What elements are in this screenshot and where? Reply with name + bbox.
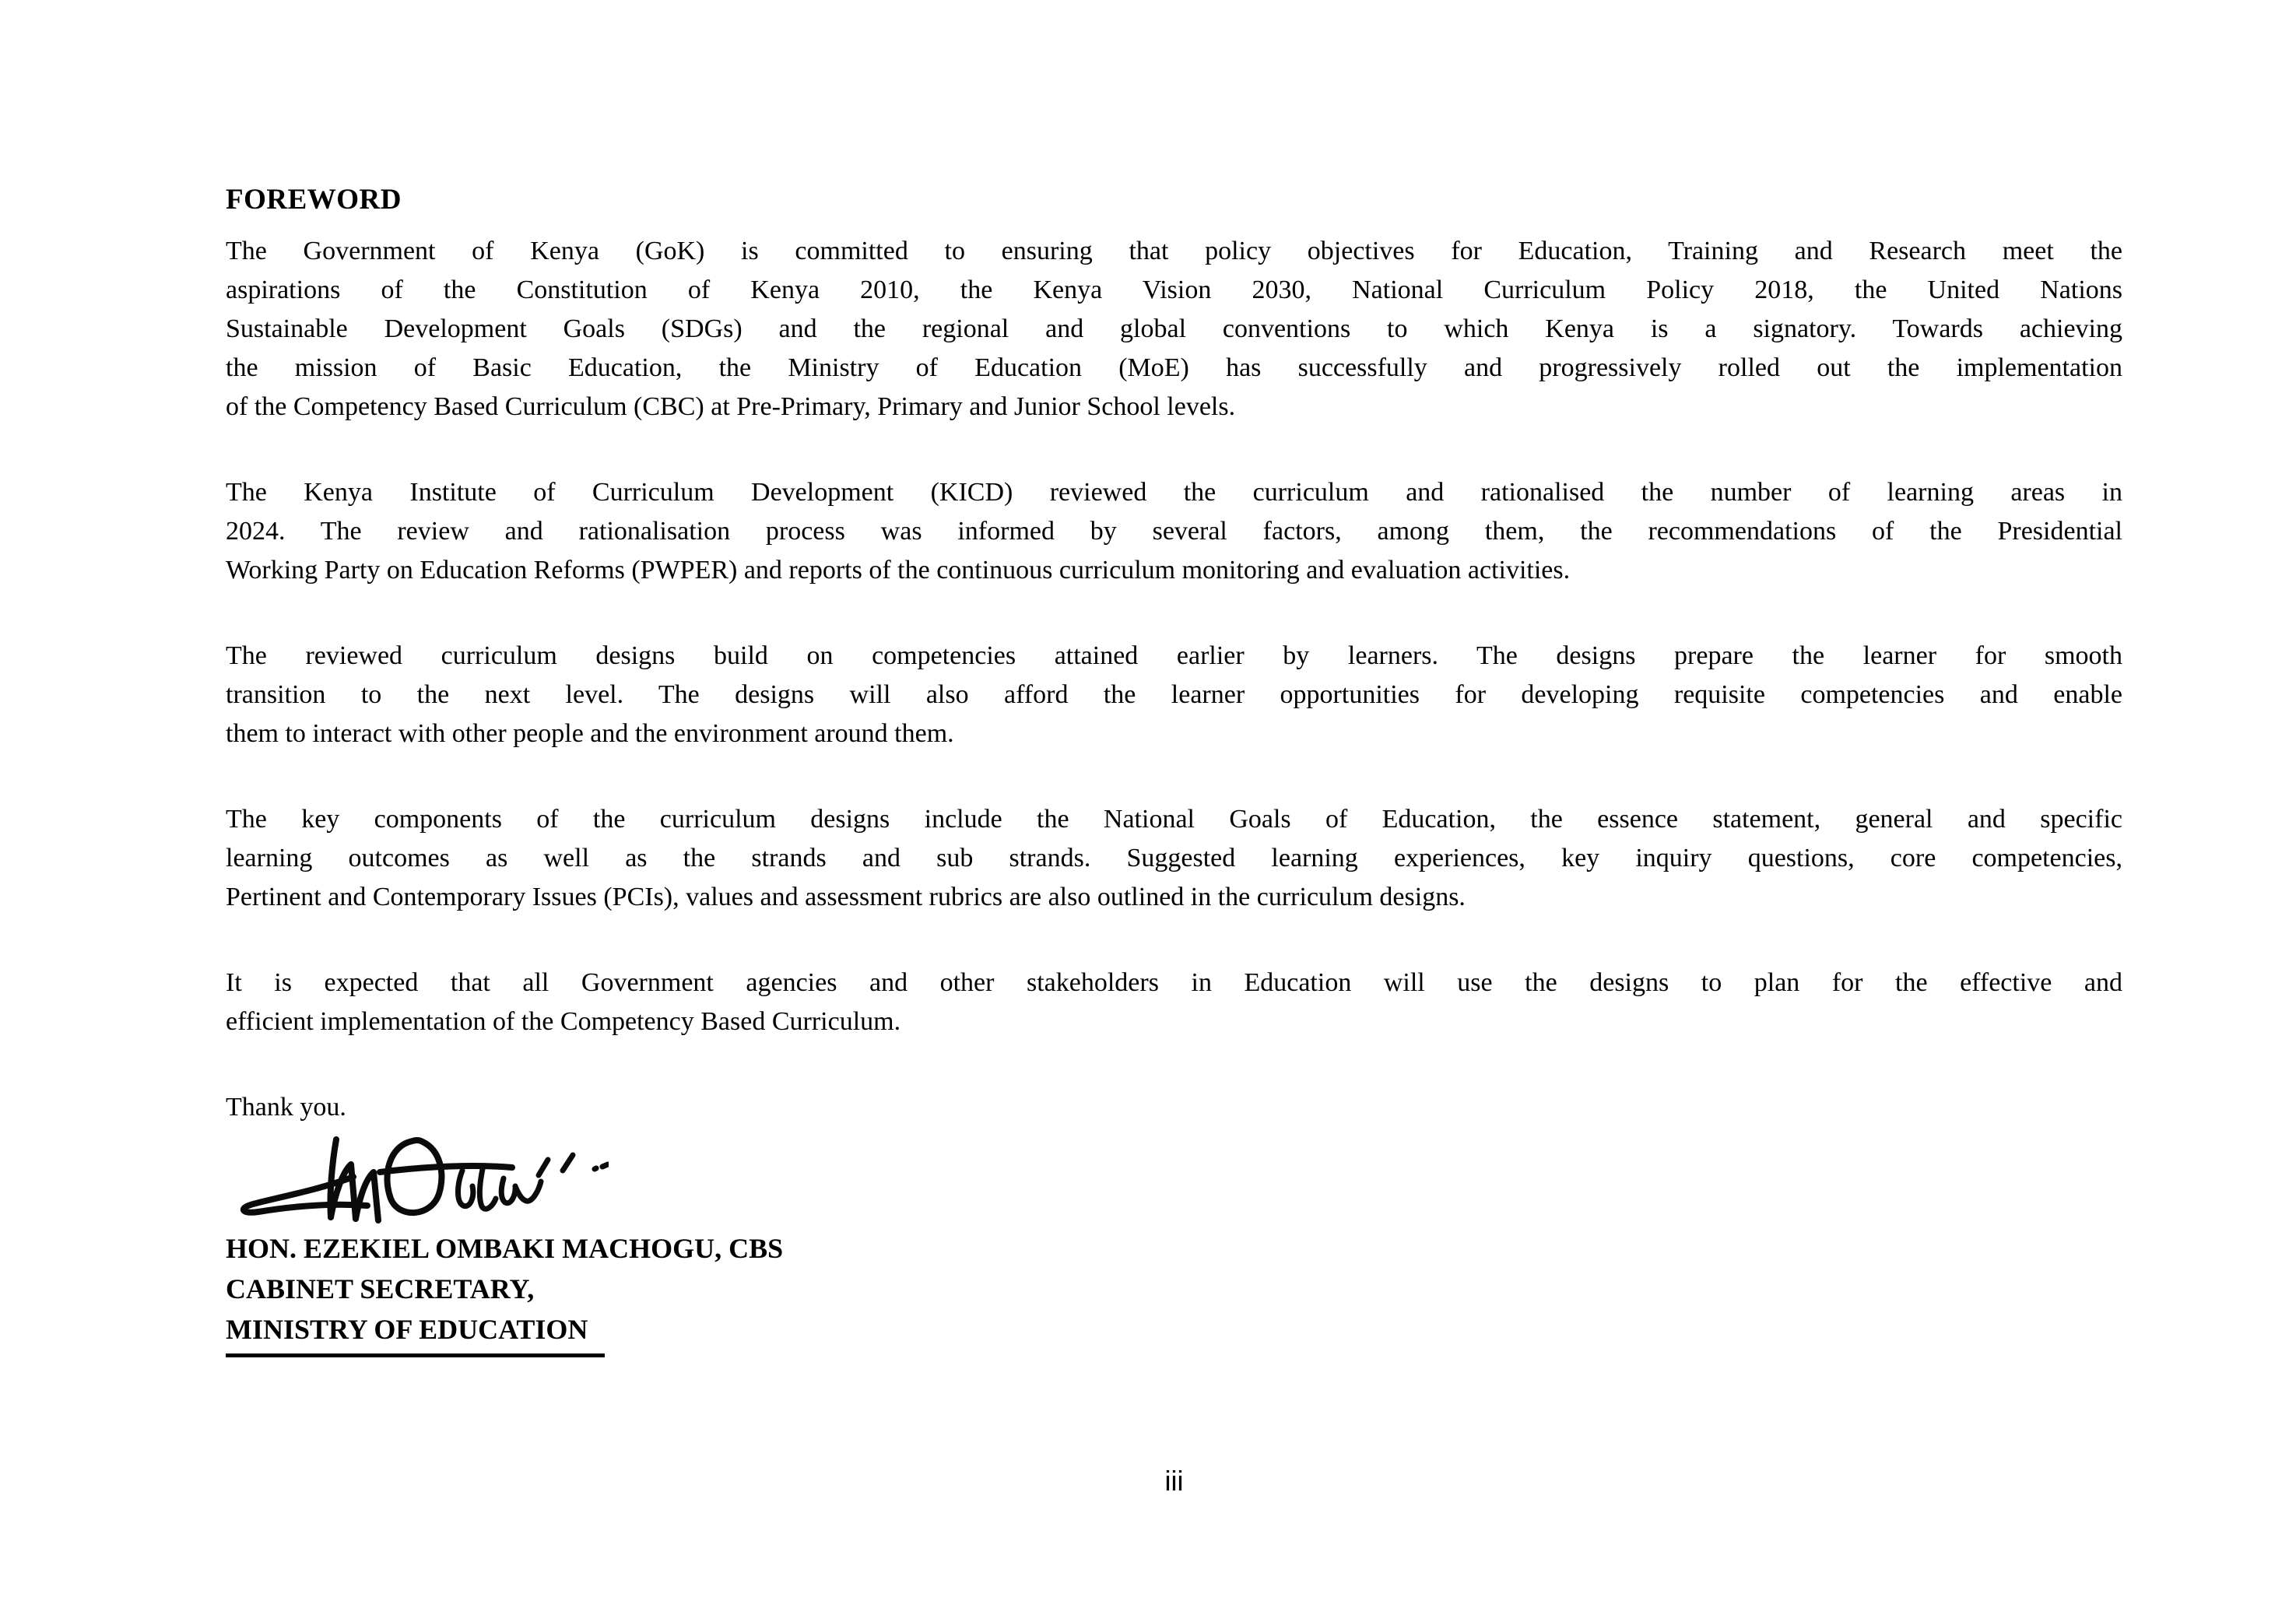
signature-block xyxy=(226,1228,2122,1357)
paragraph-line: The reviewed curriculum designs build on competencies attained earlier by learners. The designs prepare the learner for smooth xyxy=(226,641,2122,670)
paragraph-2 xyxy=(226,473,2122,590)
paragraph-line: Pertinent and Contemporary Issues (PCIs), values and assessment rubrics are also outlined in the curriculum designs. xyxy=(226,883,1466,911)
paragraph-line: the mission of Basic Education, the Ministry of Education (MoE) has successfully and progressively rolled out the implementation xyxy=(226,353,2122,382)
paragraph-5 xyxy=(226,964,2122,1041)
paragraph-line: 2024. The review and rationalisation process was informed by several factors, among them, the recommendations of the Presidential xyxy=(226,517,2122,546)
paragraph-line: Sustainable Development Goals (SDGs) and the regional and global conventions to which Kenya is a signatory. Towards achieving xyxy=(226,314,2122,343)
paragraph-line: efficient implementation of the Competency Based Curriculum. xyxy=(226,1007,901,1036)
closing-line: Thank you. xyxy=(226,1093,346,1122)
signatory-organization xyxy=(226,1309,2122,1357)
page-number: iii xyxy=(1164,1465,1184,1497)
paragraph-line: learning outcomes as well as the strands and sub strands. Suggested learning experiences, key inquiry questions, core competencies, xyxy=(226,844,2122,872)
paragraph-line: Working Party on Education Reforms (PWPER) and reports of the continuous curriculum monitoring and evaluation activities. xyxy=(226,556,1571,585)
paragraph-line: them to interact with other people and the environment around them. xyxy=(226,719,954,748)
paragraph-line: The key components of the curriculum designs include the National Goals of Education, the essence statement, general and specific xyxy=(226,805,2122,834)
paragraph-line: transition to the next level. The designs will also afford the learner opportunities for developing requisite competencies and enable xyxy=(226,680,2122,709)
foreword-heading: FOREWORD xyxy=(226,184,402,216)
paragraph-1 xyxy=(226,232,2122,427)
signatory-name: HON. EZEKIEL OMBAKI MACHOGU, CBS xyxy=(226,1233,784,1264)
paragraph-line: The Government of Kenya (GoK) is committed to ensuring that policy objectives for Education, Training and Research meet the xyxy=(226,237,2122,265)
paragraph-line: of the Competency Based Curriculum (CBC) at Pre-Primary, Primary and Junior School levels. xyxy=(226,392,1236,421)
signatory-organization-text: MINISTRY OF EDUCATION xyxy=(226,1309,605,1357)
body-paragraphs xyxy=(226,232,2122,1041)
signatory-title: CABINET SECRETARY, xyxy=(226,1273,535,1304)
paragraph-line: aspirations of the Constitution of Kenya 2010, the Kenya Vision 2030, National Curriculum Policy 2018, the United Nations xyxy=(226,276,2122,304)
paragraph-3 xyxy=(226,637,2122,753)
paragraph-line: It is expected that all Government agencies and other stakeholders in Education will use the designs to plan for the effective and xyxy=(226,968,2122,997)
paragraph-4 xyxy=(226,800,2122,917)
paragraph-line: The Kenya Institute of Curriculum Development (KICD) reviewed the curriculum and rationalised the number of learning areas in xyxy=(226,478,2122,507)
signature-image xyxy=(235,1130,609,1224)
